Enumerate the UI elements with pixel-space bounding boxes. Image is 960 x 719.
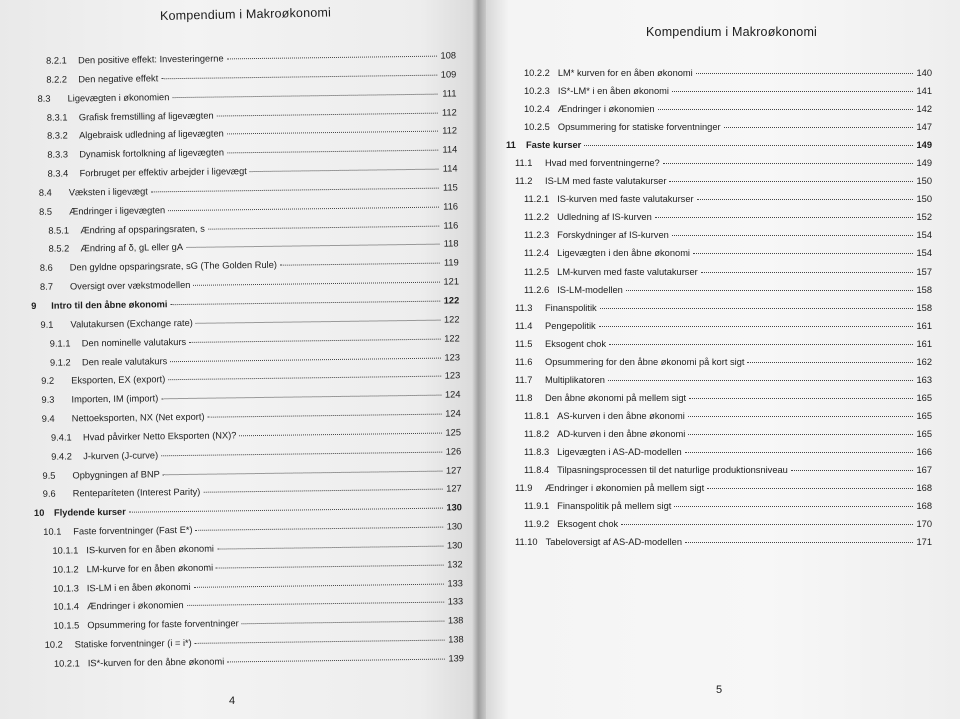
toc-entry[interactable] — [506, 158, 932, 176]
dot-leader — [227, 150, 438, 154]
toc-entry-title: Algebraisk udledning af ligevægten — [78, 128, 224, 141]
toc-entry-title: Grafisk fremstilling af ligevægten — [78, 110, 214, 122]
toc-entry-title: AD-kurven i den åbne økonomi — [557, 428, 686, 439]
dot-leader — [685, 452, 913, 453]
toc-entry[interactable] — [506, 393, 932, 411]
toc-entry-number: 10.2 — [44, 639, 63, 650]
toc-entry-page: 161 — [916, 338, 932, 349]
toc-entry-title: Finanspolitik på mellem sigt — [557, 501, 672, 512]
toc-entry-number: 10.1.5 — [53, 620, 80, 632]
toc-entry-title: Ændringer i ligevægten — [68, 204, 166, 217]
dot-leader — [747, 362, 913, 363]
page-number: 4 — [229, 695, 236, 707]
dot-leader — [672, 91, 913, 92]
toc-entry-number: 10.2.2 — [524, 68, 550, 78]
toc-entry-title: Multiplikatoren — [545, 374, 605, 385]
toc-entry[interactable] — [506, 537, 932, 555]
toc-entry-title: Væksten i ligevægt — [68, 186, 148, 198]
toc-entry-title: LM-kurve for en åben økonomi — [86, 562, 214, 575]
toc-entry-number: 9.1.1 — [49, 338, 71, 349]
toc-entry-number: 11.9.1 — [524, 501, 550, 512]
toc-entry-page: 158 — [916, 284, 932, 295]
toc-entry-title: IS-LM i en åben økonomi — [86, 581, 191, 593]
toc-entry-number: 11.8.1 — [524, 410, 550, 421]
toc-entry[interactable] — [506, 176, 932, 194]
toc-entry-number: 11.7 — [515, 374, 533, 385]
dot-leader — [674, 506, 913, 507]
table-of-contents — [506, 68, 932, 555]
toc-entry-number: 10.2.1 — [53, 658, 80, 669]
toc-entry-number: 10.1.2 — [52, 564, 79, 575]
running-header: Kompendium i Makroøkonomi — [159, 5, 332, 23]
toc-entry[interactable] — [506, 104, 932, 122]
toc-entry-title: LM-kurven med faste valutakurser — [557, 266, 698, 277]
toc-entry-page: 157 — [916, 266, 932, 277]
toc-entry-page: 116 — [443, 201, 459, 212]
toc-entry-title: Ligevægten i AS-AD-modellen — [557, 446, 682, 457]
dot-leader — [217, 112, 438, 116]
toc-entry-page: 141 — [916, 86, 932, 97]
toc-entry-number: 11 — [506, 140, 516, 151]
toc-entry-page: 127 — [445, 464, 462, 476]
toc-entry-number: 11.5 — [515, 338, 533, 349]
toc-entry-number: 9.3 — [41, 394, 55, 406]
dot-leader — [250, 169, 439, 172]
dot-leader — [663, 163, 913, 164]
toc-entry-page: 121 — [443, 276, 460, 287]
toc-entry-page: 124 — [444, 389, 461, 400]
toc-entry-title: Udledning af IS-kurven — [557, 212, 652, 223]
toc-entry-title: Den negative effekt — [78, 73, 159, 85]
toc-entry-number: 11.8 — [515, 392, 533, 403]
toc-entry-title: Faste forventninger (Fast E*) — [73, 524, 193, 537]
toc-entry-number: 8.5 — [38, 206, 53, 217]
toc-entry-number: 11.9 — [515, 483, 533, 494]
toc-entry-page: 142 — [916, 104, 932, 115]
toc-entry-number: 10 — [33, 508, 45, 519]
book-spine — [472, 0, 486, 719]
dot-leader — [195, 640, 445, 644]
dot-leader — [599, 326, 913, 327]
toc-entry-title: Opsummering for statiske forventninger — [557, 122, 721, 133]
toc-entry-number: 11.3 — [515, 302, 533, 313]
toc-entry-page: 168 — [916, 501, 932, 512]
toc-entry-title: Ligevægten i økonomien — [67, 91, 170, 104]
toc-entry-number: 8.2.2 — [46, 74, 68, 85]
toc-entry-page: 118 — [443, 238, 459, 250]
toc-entry-number: 8.3.4 — [47, 168, 69, 179]
toc-entry-page: 130 — [446, 521, 463, 532]
toc-entry-title: Intro til den åbne økonomi — [51, 299, 168, 311]
dot-leader — [193, 282, 440, 286]
dot-leader — [194, 583, 444, 587]
toc-entry-title: Hvad påvirker Netto Eksporten (NX)? — [82, 430, 237, 443]
toc-entry-title: Opsummering for den åbne økonomi på kort sigt — [545, 356, 745, 367]
dot-leader — [724, 127, 913, 128]
toc-entry-title: J-kurven (J-curve) — [83, 450, 159, 462]
toc-entry-number: 11.6 — [515, 356, 533, 367]
dot-leader — [693, 253, 913, 254]
dot-leader — [688, 416, 913, 417]
dot-leader — [208, 225, 439, 229]
dot-leader — [196, 527, 444, 531]
dot-leader — [227, 659, 445, 663]
dot-leader — [697, 199, 913, 200]
toc-entry-title: Den reale valutakurs — [81, 355, 168, 367]
dot-leader — [196, 319, 441, 323]
toc-entry-number: 11.2.5 — [524, 266, 550, 277]
toc-entry-page: 122 — [443, 314, 460, 325]
toc-entry-title: Importen, IM (import) — [71, 393, 159, 405]
dot-leader — [696, 73, 913, 74]
dot-leader — [626, 290, 913, 291]
toc-entry-page: 114 — [442, 144, 458, 155]
toc-entry[interactable] — [506, 429, 932, 447]
toc-entry-title: IS*-kurven for den åbne økonomi — [87, 656, 225, 669]
toc-entry[interactable] — [506, 501, 932, 519]
toc-entry-title: Eksporten, EX (export) — [71, 374, 166, 386]
toc-entry-page: 112 — [442, 125, 458, 136]
toc-entry-page: 116 — [443, 219, 459, 231]
toc-entry[interactable] — [506, 122, 932, 140]
toc-entry-title: AS-kurven i den åbne økonomi — [557, 410, 685, 421]
toc-entry[interactable] — [506, 447, 932, 465]
toc-entry-number: 8.3.3 — [47, 149, 69, 160]
toc-entry-title: Ændringer i økonomien — [557, 104, 655, 115]
toc-entry[interactable] — [506, 465, 932, 483]
toc-entry-title: Pengepolitik — [545, 320, 596, 331]
toc-entry-page: 130 — [446, 540, 463, 551]
dot-leader — [129, 508, 443, 513]
toc-entry-page: 112 — [441, 106, 457, 118]
toc-entry-number: 9.1.2 — [49, 356, 71, 368]
dot-leader — [161, 451, 442, 456]
page-number: 5 — [716, 684, 723, 696]
toc-entry-number: 11.8.3 — [524, 446, 550, 457]
dot-leader — [689, 398, 913, 399]
toc-entry[interactable] — [506, 339, 932, 357]
toc-entry-page: 163 — [916, 374, 932, 385]
toc-entry-number: 10.1 — [43, 526, 62, 537]
toc-entry-number: 9.1 — [40, 319, 54, 330]
toc-entry-title: Ændring af δ, gL eller gA — [80, 242, 184, 254]
dot-leader — [280, 263, 440, 266]
toc-entry-page: 154 — [916, 230, 932, 241]
toc-entry[interactable] — [506, 248, 932, 266]
toc-entry-page: 147 — [916, 122, 932, 133]
toc-entry[interactable] — [506, 519, 932, 537]
dot-leader — [216, 564, 444, 568]
toc-entry-page: 109 — [440, 69, 457, 80]
toc-entry-title: Den gyldne opsparingsrate, sG (The Golden Rule) — [69, 260, 278, 273]
dot-leader — [203, 489, 442, 493]
dot-leader — [609, 344, 913, 345]
toc-entry-page: 161 — [916, 320, 932, 331]
toc-entry-title: Eksogent chok — [557, 519, 619, 530]
toc-entry-number: 8.4 — [38, 187, 52, 198]
dot-leader — [600, 308, 913, 309]
dot-leader — [584, 145, 913, 146]
right-page — [480, 0, 960, 719]
toc-entry-number: 8.5.1 — [48, 225, 70, 236]
toc-entry-title: Forskydninger af IS-kurven — [557, 230, 669, 241]
toc-entry-number: 11.2.1 — [524, 194, 550, 205]
toc-entry-title: Den positive effekt: Investeringerne — [77, 53, 224, 66]
toc-entry-page: 168 — [916, 483, 932, 494]
toc-entry-page: 138 — [448, 634, 464, 645]
toc-entry[interactable] — [506, 230, 932, 248]
toc-entry-number: 8.3.2 — [46, 130, 68, 142]
toc-entry-page: 115 — [442, 182, 458, 193]
dot-leader — [669, 181, 913, 182]
toc-entry-title: Oversigt over vækstmodellen — [69, 280, 191, 292]
toc-entry[interactable] — [506, 375, 932, 393]
dot-leader — [161, 74, 437, 79]
toc-entry-page: 165 — [916, 392, 932, 403]
toc-entry-page: 158 — [916, 302, 932, 313]
toc-entry[interactable] — [506, 483, 932, 501]
toc-entry[interactable] — [506, 194, 932, 212]
toc-entry-page: 133 — [447, 577, 464, 589]
dot-leader — [186, 244, 439, 248]
toc-entry-title: Renteparíteten (Interest Parity) — [72, 487, 201, 499]
toc-entry-number: 9.5 — [42, 470, 56, 481]
toc-entry-page: 170 — [916, 519, 932, 530]
toc-entry-number: 11.9.2 — [524, 519, 550, 530]
dot-leader — [170, 301, 440, 306]
toc-entry-page: 108 — [440, 50, 457, 61]
toc-entry-page: 150 — [916, 176, 932, 187]
dot-leader — [621, 524, 913, 525]
toc-entry-title: Forbruget per effektiv arbejder i ligevægt — [79, 166, 247, 179]
dot-leader — [227, 131, 438, 135]
dot-leader — [170, 357, 441, 362]
toc-entry-title: Ændring af opsparingsraten, s — [80, 223, 205, 235]
toc-entry-page: 166 — [916, 446, 932, 457]
dot-leader — [187, 602, 444, 606]
toc-entry-page: 122 — [444, 333, 460, 344]
toc-entry-title: Den nominelle valutakurs — [81, 336, 187, 348]
toc-entry-number: 11.8.2 — [524, 428, 550, 439]
toc-entry-title: LM* kurven for en åben økonomi — [557, 68, 693, 78]
toc-entry-number: 8.2.1 — [45, 55, 67, 66]
toc-entry[interactable] — [506, 303, 932, 321]
toc-entry-title: Ligevægten i den åbne økonomi — [557, 248, 690, 259]
toc-entry-page: 154 — [916, 248, 932, 259]
toc-entry-page: 133 — [447, 596, 464, 608]
toc-entry-title: IS-LM-modellen — [557, 284, 623, 295]
toc-entry-number: 10.2.5 — [524, 122, 550, 133]
toc-entry-page: 123 — [444, 370, 461, 381]
dot-leader — [701, 272, 913, 273]
toc-entry-page: 114 — [442, 163, 458, 174]
toc-entry-page: 126 — [445, 446, 462, 457]
toc-entry-page: 165 — [916, 410, 932, 421]
toc-entry-title: Nettoeksporten, NX (Net export) — [71, 411, 205, 424]
toc-entry-number: 10.2.3 — [524, 86, 550, 97]
toc-entry-page: 171 — [916, 537, 932, 548]
toc-entry-title: IS-kurven for en åben økonomi — [86, 543, 215, 556]
toc-entry-page: 149 — [916, 158, 932, 169]
toc-entry-number: 11.10 — [515, 537, 538, 548]
toc-entry-title: IS-LM med faste valutakurser — [545, 176, 667, 187]
toc-entry-number: 8.3.1 — [46, 112, 68, 123]
toc-entry[interactable] — [506, 411, 932, 429]
toc-entry-page: 132 — [447, 559, 463, 570]
toc-entry-number: 11.2.4 — [524, 248, 550, 259]
toc-entry-number: 9.4.2 — [51, 451, 72, 462]
toc-entry-title: Opbygningen af BNP — [72, 468, 160, 481]
toc-entry-title: Valutakursen (Exchange rate) — [70, 317, 193, 330]
toc-entry-page: 124 — [445, 408, 461, 419]
dot-leader — [151, 188, 439, 193]
toc-entry-title: Finanspolitik — [545, 302, 597, 313]
toc-entry-title: Den åbne økonomi på mellem sigt — [545, 392, 687, 403]
dot-leader — [239, 432, 442, 436]
dot-leader — [208, 414, 442, 418]
toc-entry[interactable] — [506, 267, 932, 285]
toc-entry-number: 8.3 — [37, 93, 51, 104]
toc-entry-number: 9.2 — [41, 376, 55, 387]
toc-entry[interactable] — [506, 212, 932, 230]
toc-entry-number: 8.7 — [39, 281, 54, 292]
toc-entry[interactable] — [506, 86, 932, 104]
toc-entry-page: 140 — [916, 68, 932, 78]
toc-entry-number: 10.2.4 — [524, 104, 550, 115]
toc-entry-number: 11.2.2 — [524, 212, 550, 223]
dot-leader — [658, 109, 914, 110]
toc-entry[interactable] — [506, 68, 932, 86]
toc-entry-title: Faste kurser — [526, 140, 582, 151]
toc-entry-number: 9 — [31, 300, 37, 311]
toc-entry-title: Eksogent chok — [545, 338, 606, 349]
dot-leader — [161, 395, 441, 400]
toc-entry-page: 150 — [916, 194, 932, 205]
toc-entry-page: 111 — [442, 88, 457, 99]
toc-entry-number: 10.1.3 — [52, 583, 79, 594]
toc-entry-page: 123 — [444, 351, 461, 363]
toc-entry-number: 11.4 — [515, 320, 533, 331]
toc-entry-page: 162 — [916, 356, 932, 367]
toc-entry-title: Tilpasningsprocessen til det naturlige produktionsniveau — [557, 465, 788, 476]
toc-entry-title: Statiske forventninger (i = i*) — [74, 638, 192, 650]
toc-entry-title: Opsummering for faste forventninger — [87, 618, 239, 631]
running-header: Kompendium i Makroøkonomi — [646, 25, 818, 39]
dot-leader — [168, 206, 439, 211]
toc-entry-number: 11.1 — [515, 158, 533, 169]
toc-entry-page: 167 — [916, 465, 932, 476]
toc-entry-page: 125 — [445, 427, 462, 438]
toc-entry-number: 10.1.4 — [53, 601, 80, 613]
toc-entry-page: 139 — [448, 653, 464, 664]
toc-entry[interactable] — [506, 140, 932, 158]
toc-entry-page: 119 — [443, 257, 459, 268]
toc-entry-title: Flydende kurser — [53, 507, 126, 518]
dot-leader — [168, 376, 441, 381]
toc-entry[interactable] — [506, 285, 932, 303]
toc-entry-page: 138 — [447, 615, 464, 626]
toc-entry-page: 152 — [916, 212, 932, 223]
dot-leader — [227, 56, 437, 60]
dot-leader — [672, 235, 913, 236]
dot-leader — [791, 470, 913, 471]
dot-leader — [163, 470, 443, 475]
toc-entry-title: Hvad med forventningerne? — [545, 158, 660, 169]
left-page — [0, 0, 478, 719]
toc-entry-number: 9.4.1 — [50, 432, 72, 443]
toc-entry-number: 11.2.6 — [524, 284, 550, 295]
toc-entry-title: Ændringer i økonomien på mellem sigt — [545, 483, 705, 494]
table-of-contents — [28, 50, 464, 677]
dot-leader — [655, 217, 913, 218]
toc-entry-title: Ændringer i økonomien — [87, 600, 184, 612]
dot-leader — [189, 338, 441, 342]
toc-entry-title: IS-kurven med faste valutakurser — [557, 194, 694, 205]
toc-entry-title: Dynamisk fortolkning af ligevægten — [79, 147, 225, 160]
toc-entry-number: 8.5.2 — [48, 243, 70, 255]
toc-entry-page: 165 — [916, 428, 932, 439]
dot-leader — [172, 93, 437, 97]
toc-entry-number: 9.4 — [41, 413, 55, 424]
dot-leader — [685, 542, 913, 543]
toc-entry-page: 127 — [446, 483, 462, 494]
toc-entry-number: 11.8.4 — [524, 465, 550, 476]
dot-leader — [242, 621, 445, 625]
toc-entry-number: 11.2.3 — [524, 230, 550, 241]
toc-entry-number: 9.6 — [42, 489, 56, 500]
dot-leader — [608, 380, 913, 381]
toc-entry-page: 130 — [446, 502, 463, 513]
toc-entry-title: Tabeloversigt af AS-AD-modellen — [545, 537, 682, 548]
toc-entry[interactable] — [506, 321, 932, 339]
toc-entry-number: 10.1.1 — [52, 545, 79, 556]
dot-leader — [707, 488, 913, 489]
toc-entry-title: IS*-LM* i en åben økonomi — [557, 86, 669, 97]
dot-leader — [688, 434, 913, 435]
toc-entry[interactable] — [506, 357, 932, 375]
dot-leader — [217, 546, 443, 550]
toc-entry-number: 8.6 — [39, 262, 53, 274]
toc-entry-page: 122 — [443, 295, 460, 306]
toc-entry-number: 11.2 — [515, 176, 533, 187]
toc-entry-page: 149 — [916, 140, 932, 151]
